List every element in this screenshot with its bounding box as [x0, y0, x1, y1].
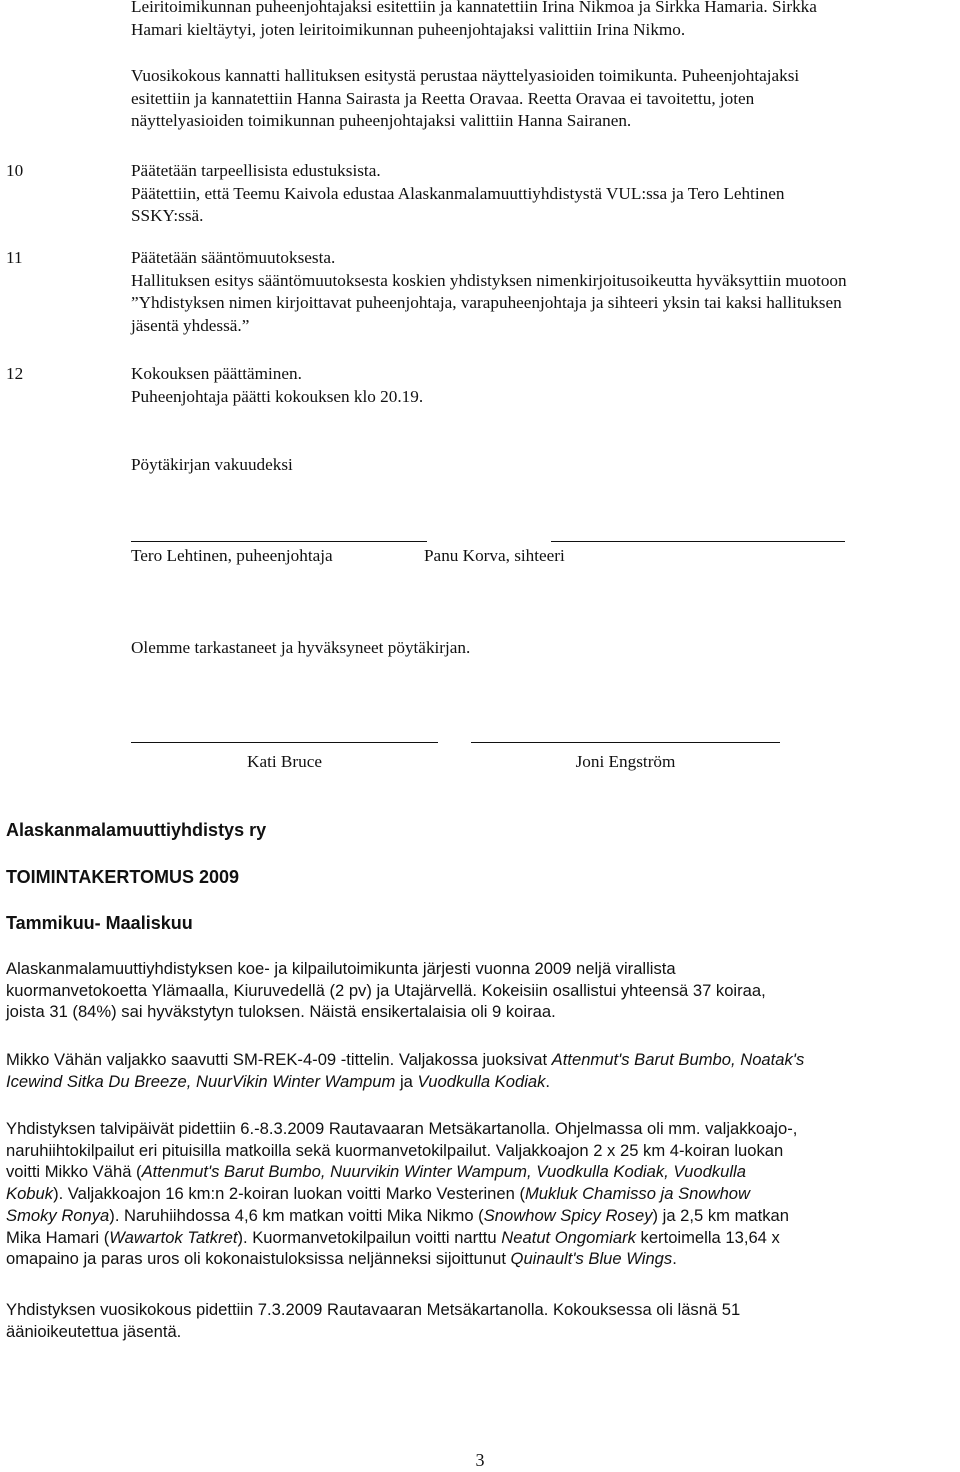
checked-statement: Olemme tarkastaneet ja hyväksyneet pöytäkirjan. — [131, 638, 471, 657]
signature-line-3 — [131, 742, 438, 743]
item-title: Päätetään tarpeellisista edustuksista. — [131, 161, 381, 180]
text-line: Smoky Ronya). Naruhiihdossa 4,6 km matkan voitti Mika Nikmo (Snowhow Spicy Rosey) ja 2,5 km matkan — [6, 1205, 789, 1225]
text-line: omapaino ja paras uros oli kokonaistuloksissa neljänneksi sijoittunut Quinault's Blue Wings. — [6, 1249, 677, 1269]
text-line: Yhdistyksen vuosikokous pidettiin 7.3.2009 Rautavaaran Metsäkartanolla. Kokouksessa oli läsnä 51 — [6, 1300, 741, 1319]
item-title: Kokouksen päättäminen. — [131, 364, 302, 383]
text-line: Vuosikokous kannatti hallituksen esitystä perustaa näyttelyasioiden toimikunta. Puheenjohtajaksi — [131, 66, 800, 85]
text-line: Kobuk). Valjakkoajon 16 km:n 2-koiran luokan voitti Marko Vesterinen (Mukluk Chamisso ja Snowhow — [6, 1184, 751, 1204]
text-line: Mika Hamari (Wawartok Tatkret). Kuormanvetokilpailun voitti narttu Neatut Ongomiark kertoimella 13,64 x — [6, 1227, 780, 1247]
text-line: kuormanvetokoetta Ylämaalla, Kiuruvedellä (2 pv) ja Utajärvellä. Kokeisiin osallistui yhteensä 37 koiraa, — [6, 980, 766, 1000]
text-line: Mikko Vähän valjakko saavutti SM-REK-4-09 -tittelin. Valjakossa juoksivat Attenmut's Barut Bumbo, Noatak's — [6, 1050, 805, 1069]
paragraph-show-committee — [131, 65, 941, 133]
item-number: 11 — [6, 248, 23, 267]
text-line: Päätettiin, että Teemu Kaivola edustaa Alaskanmalamuuttiyhdistystä VUL:ssa ja Tero Lehtinen — [131, 183, 785, 203]
text-line: jäsentä yhdessä.” — [131, 315, 250, 335]
signature-line-1 — [131, 541, 427, 542]
signature-line-4 — [471, 742, 780, 743]
text-line: joista 31 (84%) sai hyväkstytyn tuloksen. Näistä ensikertalaisia oli 9 koiraa. — [6, 1002, 556, 1022]
paragraph-winter-days — [6, 1118, 950, 1270]
signer-secretary: Panu Korva, sihteeri — [424, 546, 565, 565]
item-number: 12 — [6, 364, 24, 383]
text-line: Icewind Sitka Du Breeze, NuurVikin Winter Wampum ja Vuodkulla Kodiak. — [6, 1071, 551, 1091]
signature-line-2 — [551, 541, 845, 542]
text-line: Alaskanmalamuuttiyhdistyksen koe- ja kilpailutoimikunta järjesti vuonna 2009 neljä virallista — [6, 959, 676, 978]
paragraph-camp-committee — [131, 0, 941, 41]
text-line: Hallituksen esitys sääntömuutoksesta koskien yhdistyksen nimenkirjoitusoikeutta hyväksyttiin muotoon — [131, 270, 847, 290]
checker-2: Joni Engström — [575, 752, 676, 771]
page-number: 3 — [475, 1450, 485, 1470]
text-line: ”Yhdistyksen nimen kirjoittavat puheenjohtaja, varapuheenjohtaja ja sihteeri yksin tai kaksi hallituksen — [131, 293, 842, 312]
text-line: esitettiin ja kannatettiin Hanna Sairasta ja Reetta Oravaa. Reetta Oravaa ei tavoitettu, joten — [131, 88, 755, 108]
paragraph-championship — [6, 1049, 950, 1092]
text-line: voitti Mikko Vähä (Attenmut's Barut Bumbo, Nuurvikin Winter Wampum, Vuodkulla Kodiak, Vuodkulla — [6, 1162, 746, 1182]
org-heading: Alaskanmalamuuttiyhdistys ry — [6, 820, 267, 840]
text-line: Puheenjohtaja päätti kokouksen klo 20.19. — [131, 386, 424, 406]
paragraph-trials — [6, 958, 950, 1023]
text-line: Leiritoimikunnan puheenjohtajaksi esitettiin ja kannatettiin Irina Nikmoa ja Sirkka Hamaria. Sirkka — [131, 0, 817, 16]
item-number: 10 — [6, 161, 24, 180]
attestation-text: Pöytäkirjan vakuudeksi — [131, 455, 293, 474]
text-line: naruhiihtokilpailut eri pituisilla matkoilla sekä kuormanvetokilpailut. Valjakkoajon 2 x 25 km 4-koiran luokan — [6, 1140, 784, 1160]
item-title: Päätetään sääntömuutoksesta. — [131, 248, 336, 267]
paragraph-annual-meeting — [6, 1299, 950, 1342]
checker-1: Kati Bruce — [247, 752, 322, 771]
text-line: SSKY:ssä. — [131, 206, 204, 225]
text-line: Yhdistyksen talvipäivät pidettiin 6.-8.3.2009 Rautavaaran Metsäkartanolla. Ohjelmassa oli mm. valjakkoajo-, — [6, 1119, 798, 1138]
text-line: Hamari kieltäytyi, joten leiritoimikunnan puheenjohtajaksi valittiin Irina Nikmo. — [131, 19, 686, 39]
signer-chairman: Tero Lehtinen, puheenjohtaja — [131, 546, 333, 565]
text-line: äänioikeutettua jäsentä. — [6, 1321, 182, 1341]
report-title: TOIMINTAKERTOMUS 2009 — [6, 867, 240, 887]
text-line: näyttelyasioiden toimikunnan puheenjohtajaksi valittiin Hanna Sairanen. — [131, 111, 632, 130]
period-heading: Tammikuu- Maaliskuu — [6, 913, 193, 933]
